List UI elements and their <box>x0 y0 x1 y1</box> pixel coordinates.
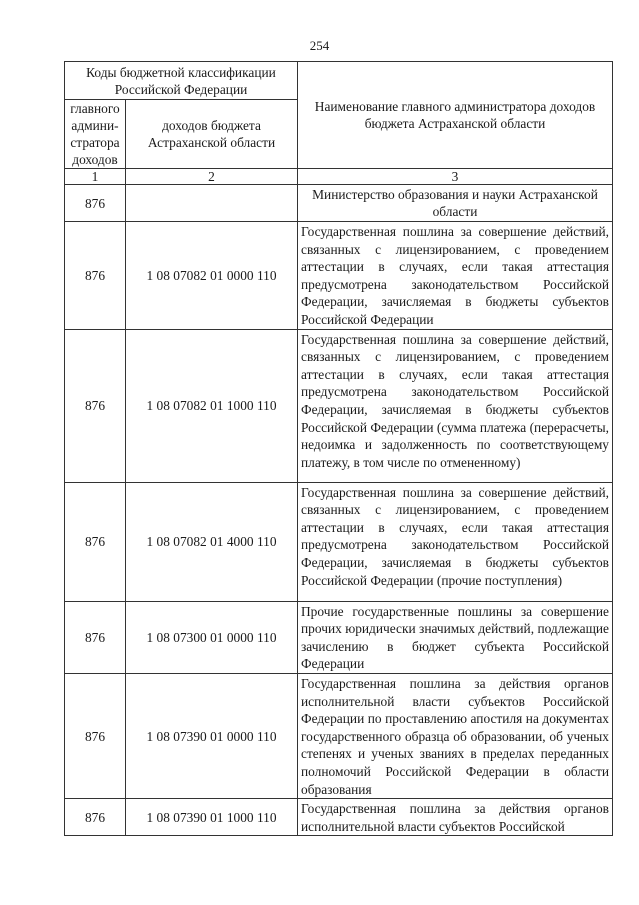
table-row <box>65 222 613 330</box>
table-row <box>65 799 613 836</box>
admin-code-cell: 876 <box>65 601 126 673</box>
table-row <box>65 673 613 798</box>
income-name-cell: Государственная пошлина за совершение действий, связанных с лицензированием, с проведением аттестации в случаях, если такая аттестация предусмотрена законодательством Российской Федерации, зачисляемая в бюджеты субъектов Российской Федерации (прочие поступления) <box>298 482 613 601</box>
table-header-row <box>65 62 613 100</box>
admin-code-cell: 876 <box>65 222 126 330</box>
table-row <box>65 601 613 673</box>
admin-code-cell: 876 <box>65 482 126 601</box>
income-code-cell <box>126 185 298 222</box>
income-name-cell: Прочие государственные пошлины за совершение прочих юридически значимых действий, подлежащие зачислению в бюджет субъекта Российской Федерации <box>298 601 613 673</box>
admin-name-cell: Министерство образования и науки Астраханской области <box>298 185 613 222</box>
income-name-cell: Государственная пошлина за действия органов исполнительной власти субъектов Российской <box>298 799 613 836</box>
admin-code-cell: 876 <box>65 799 126 836</box>
income-code-cell: 1 08 07390 01 1000 110 <box>126 799 298 836</box>
column-number: 2 <box>126 169 298 185</box>
header-group-codes: Коды бюджетной классификации Российской Федерации <box>65 62 298 100</box>
page-number: 254 <box>309 38 330 53</box>
header-income-code: доходов бюджета Астраханской области <box>126 100 298 169</box>
table-row <box>65 185 613 222</box>
column-number: 3 <box>298 169 613 185</box>
income-name-cell: Государственная пошлина за совершение действий, связанных с лицензированием, с проведением аттестации в случаях, если такая аттестация предусмотрена законодательством Российской Федерации, зачисляемая в бюджеты субъектов Российской Федерации (сумма платежа (перерасчеты, недоимка и задолженность по соответствующему платежу, в том числе по отмененному) <box>298 329 613 482</box>
column-number: 1 <box>65 169 126 185</box>
income-code-cell: 1 08 07300 01 0000 110 <box>126 601 298 673</box>
income-code-cell: 1 08 07390 01 0000 110 <box>126 673 298 798</box>
header-admin-code: главного админи-стратора доходов <box>65 100 126 169</box>
income-name-cell: Государственная пошлина за совершение действий, связанных с лицензированием, с проведением аттестации в случаях, если такая аттестация предусмотрена законодательством Российской Федерации, зачисляемая в бюджеты субъектов Российской Федерации <box>298 222 613 330</box>
column-number-row <box>65 169 613 185</box>
income-name-cell: Государственная пошлина за действия органов исполнительной власти субъектов Российской Федерации по проставлению апостиля на документах государственного образца об образовании, об ученых степенях и ученых званиях в пределах переданных полномочий Российской Федерации в области образования <box>298 673 613 798</box>
income-code-cell: 1 08 07082 01 0000 110 <box>126 222 298 330</box>
table-row <box>65 329 613 482</box>
table-row <box>65 482 613 601</box>
budget-classification-table <box>64 61 613 836</box>
admin-code-cell: 876 <box>65 329 126 482</box>
admin-code-cell: 876 <box>65 673 126 798</box>
income-code-cell: 1 08 07082 01 4000 110 <box>126 482 298 601</box>
income-code-cell: 1 08 07082 01 1000 110 <box>126 329 298 482</box>
admin-code-cell: 876 <box>65 185 126 222</box>
header-admin-name: Наименование главного администратора доходов бюджета Астраханской области <box>298 62 613 169</box>
